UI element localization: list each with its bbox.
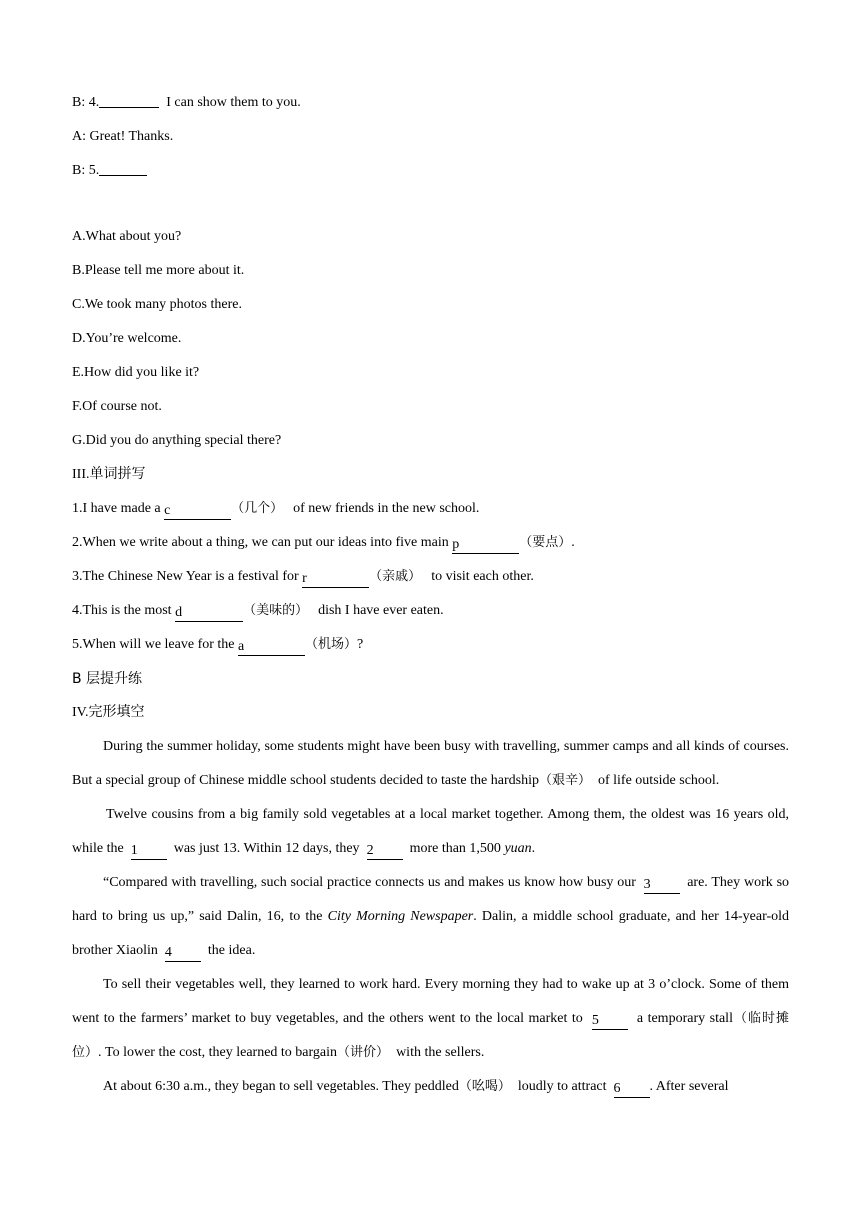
answer-blank: a	[238, 639, 305, 656]
option-c: C.We took many photos there.	[72, 297, 242, 312]
spelling-item-1: 1.I have made a c （几个） of new friends in the new school.	[72, 501, 480, 518]
cloze-paragraph-2: Twelve cousins from a big family sold vegetables at a local market together. Among them, the oldest was 16 years old, while the 1 was just 13. Within 12 days, they 2 more than 1,500 yuan.	[72, 807, 789, 858]
level-b-heading: B 层提升练	[72, 671, 143, 687]
section-title-spelling: III.单词拼写	[72, 467, 146, 482]
cloze-blank-4: 4	[165, 945, 201, 962]
option-e: E.How did you like it?	[72, 365, 200, 380]
answer-blank: r	[302, 571, 369, 588]
cloze-paragraph-4: To sell their vegetables well, they learned to work hard. Every morning they had to wake up at 3 o’clock. Some of them went to the farmers’ market to buy vegetables, and the others went to the local market to 5 a temporary stall（临时摊位）. To lower the cost, they learned to bargain（讲价） with the sellers.	[72, 977, 790, 1060]
option-f: F.Of course not.	[72, 399, 162, 414]
spelling-item-2: 2.When we write about a thing, we can put our ideas into five main p （要点）.	[72, 535, 575, 552]
cloze-blank-3: 3	[644, 877, 680, 894]
section-title-cloze: IV.完形填空	[72, 705, 145, 720]
answer-blank	[99, 159, 147, 176]
spelling-item-4: 4.This is the most d （美味的） dish I have ever eaten.	[72, 603, 444, 620]
answer-blank: c	[164, 503, 231, 520]
options-list	[72, 220, 789, 458]
option-b: B.Please tell me more about it.	[72, 263, 245, 278]
option-d: D.You’re welcome.	[72, 331, 182, 346]
spelling-item-3: 3.The Chinese New Year is a festival for r （亲戚） to visit each other.	[72, 569, 534, 586]
cloze-blank-6: 6	[614, 1081, 650, 1098]
cloze-blank-1: 1	[131, 843, 167, 860]
answer-blank: d	[175, 605, 243, 622]
worksheet-page	[72, 86, 789, 1104]
answer-blank: p	[452, 537, 519, 554]
dialogue-b4: B: 4. I can show them to you.	[72, 86, 789, 120]
answer-blank	[99, 91, 159, 108]
option-g: G.Did you do anything special there?	[72, 433, 282, 448]
cloze-blank-2: 2	[367, 843, 403, 860]
option-a: A.What about you?	[72, 229, 182, 244]
dialogue-a-great: A: Great! Thanks.	[72, 129, 174, 144]
cloze-paragraph-1: During the summer holiday, some students might have been busy with travelling, summer camps and all kinds of courses. But a special group of Chinese middle school students decided to taste the hardship（艰辛） of life outside school.	[72, 739, 789, 788]
spelling-item-5: 5.When will we leave for the a （机场）?	[72, 637, 364, 654]
cloze-blank-5: 5	[592, 1013, 628, 1030]
dialogue-b5: B: 5.	[72, 154, 789, 188]
cloze-paragraph-3: “Compared with travelling, such social practice connects us and makes us know how busy our 3 are. They work so hard to bring us up,” said Dalin, 16, to the City Morning Newspaper. Dalin, a middle school graduate, and her 14-year-old brother Xiaolin 4 the idea.	[72, 875, 790, 960]
cloze-paragraph-5: At about 6:30 a.m., they began to sell vegetables. They peddled（吆喝） loudly to attract 6 . After several	[103, 1079, 729, 1096]
